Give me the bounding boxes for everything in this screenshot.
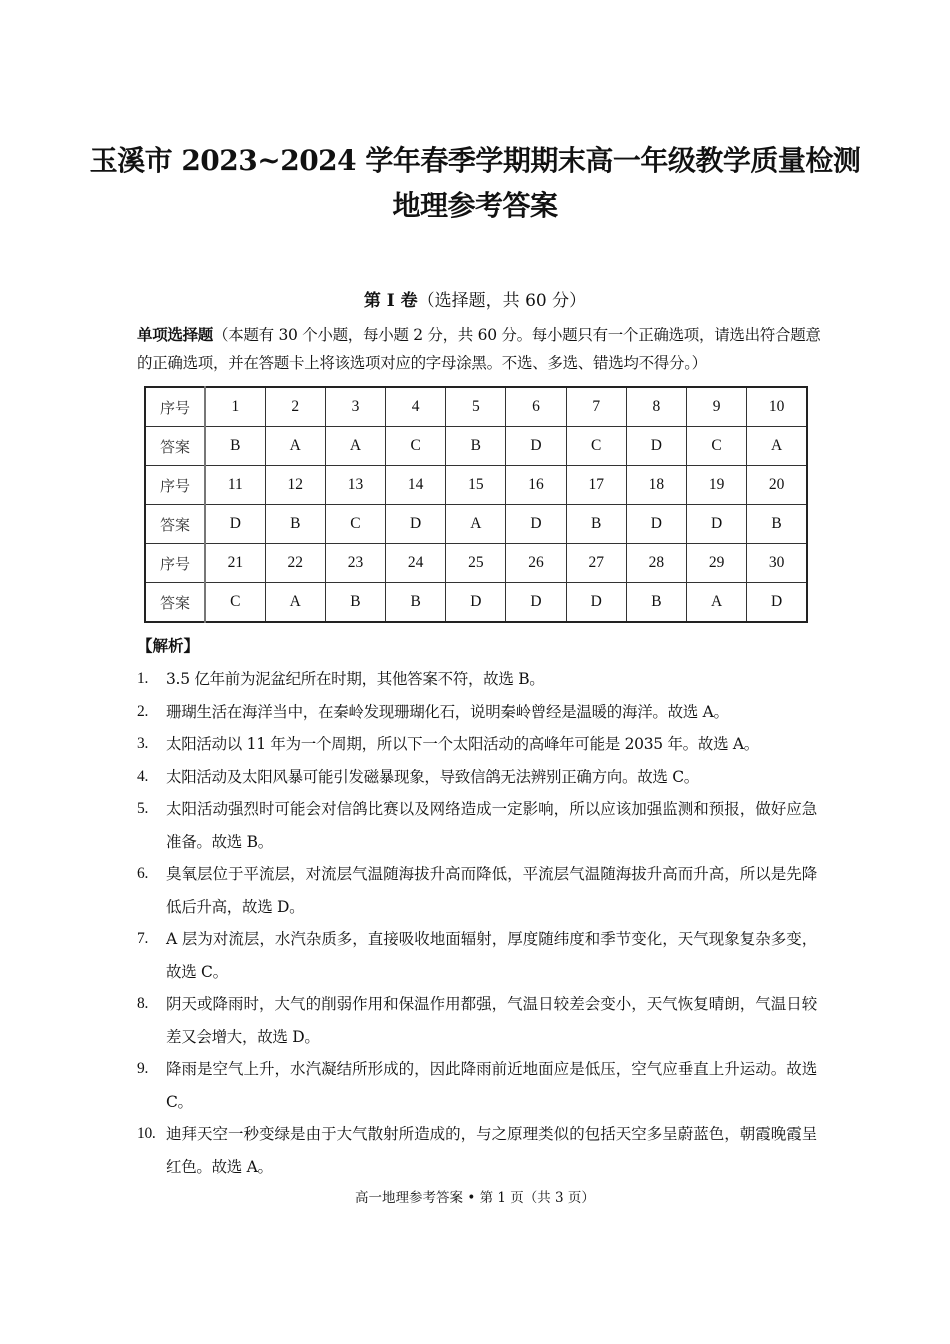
answer-cell: D — [506, 427, 566, 466]
analysis-item-text: 阴天或降雨时，大气的削弱作用和保温作用都强，气温日较差会变小，天气恢复晴朗，气温日较差又会增大，故选 D。 — [166, 995, 817, 1046]
analysis-item-number: 10. — [137, 1125, 156, 1142]
question-number-cell: 22 — [265, 544, 325, 583]
question-number-cell: 4 — [386, 387, 446, 427]
answer-cell: B — [626, 583, 686, 623]
answer-cell: A — [325, 427, 385, 466]
analysis-item-number: 1. — [137, 670, 149, 687]
question-number-cell: 6 — [506, 387, 566, 427]
question-number-cell: 10 — [747, 387, 807, 427]
question-number-cell: 7 — [566, 387, 626, 427]
answer-cell: D — [687, 505, 747, 544]
answer-cell: C — [687, 427, 747, 466]
answer-cell: A — [265, 427, 325, 466]
analysis-item-number: 9. — [137, 1060, 149, 1077]
analysis-item-text: 3.5 亿年前为泥盆纪所在时期，其他答案不符，故选 B。 — [166, 670, 545, 688]
answer-row-label: 答案 — [145, 583, 205, 623]
instructions-label: 单项选择题 — [137, 325, 214, 344]
analysis-item-number: 5. — [137, 800, 149, 817]
answer-cell: B — [205, 427, 265, 466]
document-title: 玉溪市 2023~2024 学年春季学期期末高一年级教学质量检测 — [89, 144, 861, 177]
analysis-item — [137, 1118, 817, 1183]
analysis-item — [137, 858, 817, 923]
analysis-item-text: 太阳活动以 11 年为一个周期，所以下一个太阳活动的高峰年可能是 2035 年。故选 A。 — [166, 735, 760, 753]
answer-cell: B — [566, 505, 626, 544]
answer-cell: B — [325, 583, 385, 623]
number-row-label: 序号 — [145, 387, 205, 427]
question-number-cell: 23 — [325, 544, 385, 583]
analysis-item — [137, 793, 817, 858]
answer-cell: D — [626, 427, 686, 466]
question-number-cell: 13 — [325, 466, 385, 505]
answer-cell: D — [205, 505, 265, 544]
analysis-item-number: 3. — [137, 735, 149, 752]
analysis-item-text: 珊瑚生活在海洋当中，在秦岭发现珊瑚化石，说明秦岭曾经是温暖的海洋。故选 A。 — [166, 702, 729, 721]
document-subtitle: 地理参考答案 — [392, 189, 558, 222]
question-number-cell: 11 — [205, 466, 265, 505]
question-number-cell: 15 — [446, 466, 506, 505]
analysis-item-number: 7. — [137, 930, 149, 947]
analysis-item — [137, 923, 817, 988]
question-number-cell: 14 — [386, 466, 446, 505]
analysis-item-text: 太阳活动强烈时可能会对信鸽比赛以及网络造成一定影响，所以应该加强监测和预报，做好应急准备。故选 B。 — [166, 800, 817, 851]
analysis-item — [137, 1053, 817, 1118]
question-number-cell: 2 — [265, 387, 325, 427]
question-number-cell: 26 — [506, 544, 566, 583]
answer-table — [144, 386, 808, 623]
answer-cell: D — [446, 583, 506, 623]
answer-cell: A — [687, 583, 747, 623]
question-number-cell: 5 — [446, 387, 506, 427]
question-number-cell: 9 — [687, 387, 747, 427]
answer-cell: A — [446, 505, 506, 544]
number-row — [145, 544, 807, 583]
section-heading — [0, 286, 950, 311]
answer-row-label: 答案 — [145, 505, 205, 544]
answer-cell: D — [506, 505, 566, 544]
answer-cell: D — [386, 505, 446, 544]
instructions-text: （本题有 30 个小题，每小题 2 分，共 60 分。每小题只有一个正确选项，请选出符合题意的正确选项，并在答题卡上将该选项对应的字母涂黑。不选、多选、错选均不得分。） — [137, 326, 821, 372]
question-number-cell: 25 — [446, 544, 506, 583]
section-heading-volume: 第 Ⅰ 卷 — [363, 291, 418, 311]
answer-cell: B — [265, 505, 325, 544]
analysis-item-text: 太阳活动及太阳风暴可能引发磁暴现象，导致信鸽无法辨别正确方向。故选 C。 — [166, 767, 699, 786]
analysis-item-text: A 层为对流层，水汽杂质多，直接吸收地面辐射，厚度随纬度和季节变化，天气现象复杂多变，故选 C。 — [166, 930, 817, 981]
number-row — [145, 466, 807, 505]
analysis-item-text: 降雨是空气上升，水汽凝结所形成的，因此降雨前近地面应是低压，空气应垂直上升运动。故选 C。 — [166, 1060, 817, 1111]
analysis-item — [137, 663, 817, 696]
answer-cell: C — [325, 505, 385, 544]
question-number-cell: 12 — [265, 466, 325, 505]
analysis-item-number: 8. — [137, 995, 149, 1012]
answer-cell: A — [747, 427, 807, 466]
section-heading-detail: （选择题，共 60 分） — [417, 291, 587, 311]
question-number-cell: 28 — [626, 544, 686, 583]
answer-cell: C — [386, 427, 446, 466]
analysis-label: 【解析】 — [137, 636, 200, 655]
analysis-item-number: 2. — [137, 702, 149, 720]
answer-row — [145, 505, 807, 544]
answer-cell: D — [747, 583, 807, 623]
question-number-cell: 24 — [386, 544, 446, 583]
analysis-item-text: 臭氧层位于平流层，对流层气温随海拔升高而降低，平流层气温随海拔升高而升高，所以是先降低后升高，故选 D。 — [166, 865, 817, 916]
question-number-cell: 29 — [687, 544, 747, 583]
analysis-item — [137, 728, 817, 761]
question-number-cell: 18 — [626, 466, 686, 505]
number-row-label: 序号 — [145, 544, 205, 583]
answer-cell: A — [265, 583, 325, 623]
question-number-cell: 8 — [626, 387, 686, 427]
number-row-label: 序号 — [145, 466, 205, 505]
answer-cell: B — [446, 427, 506, 466]
question-number-cell: 20 — [747, 466, 807, 505]
answer-cell: C — [566, 427, 626, 466]
answer-cell: D — [506, 583, 566, 623]
page-footer: 高一地理参考答案 • 第 1 页（共 3 页） — [355, 1190, 595, 1206]
analysis-item-text: 迪拜天空一秒变绿是由于大气散射所造成的，与之原理类似的包括天空多呈蔚蓝色，朝霞晚霞呈红色。故选 A。 — [166, 1125, 817, 1176]
analysis-item — [137, 988, 817, 1053]
analysis-item — [137, 696, 817, 729]
question-number-cell: 27 — [566, 544, 626, 583]
answer-row-label: 答案 — [145, 427, 205, 466]
answer-cell: D — [626, 505, 686, 544]
question-number-cell: 19 — [687, 466, 747, 505]
answer-cell: B — [747, 505, 807, 544]
question-number-cell: 3 — [325, 387, 385, 427]
analysis-item-number: 4. — [137, 767, 149, 785]
answer-row — [145, 583, 807, 623]
number-row — [145, 387, 807, 427]
question-number-cell: 21 — [205, 544, 265, 583]
answer-cell: C — [205, 583, 265, 623]
analysis-item — [137, 761, 817, 794]
question-number-cell: 17 — [566, 466, 626, 505]
instructions — [137, 321, 827, 377]
answer-cell: D — [566, 583, 626, 623]
answer-cell: B — [386, 583, 446, 623]
answer-row — [145, 427, 807, 466]
question-number-cell: 1 — [205, 387, 265, 427]
analysis-item-number: 6. — [137, 865, 149, 882]
question-number-cell: 30 — [747, 544, 807, 583]
analysis-list — [137, 663, 817, 1183]
question-number-cell: 16 — [506, 466, 566, 505]
